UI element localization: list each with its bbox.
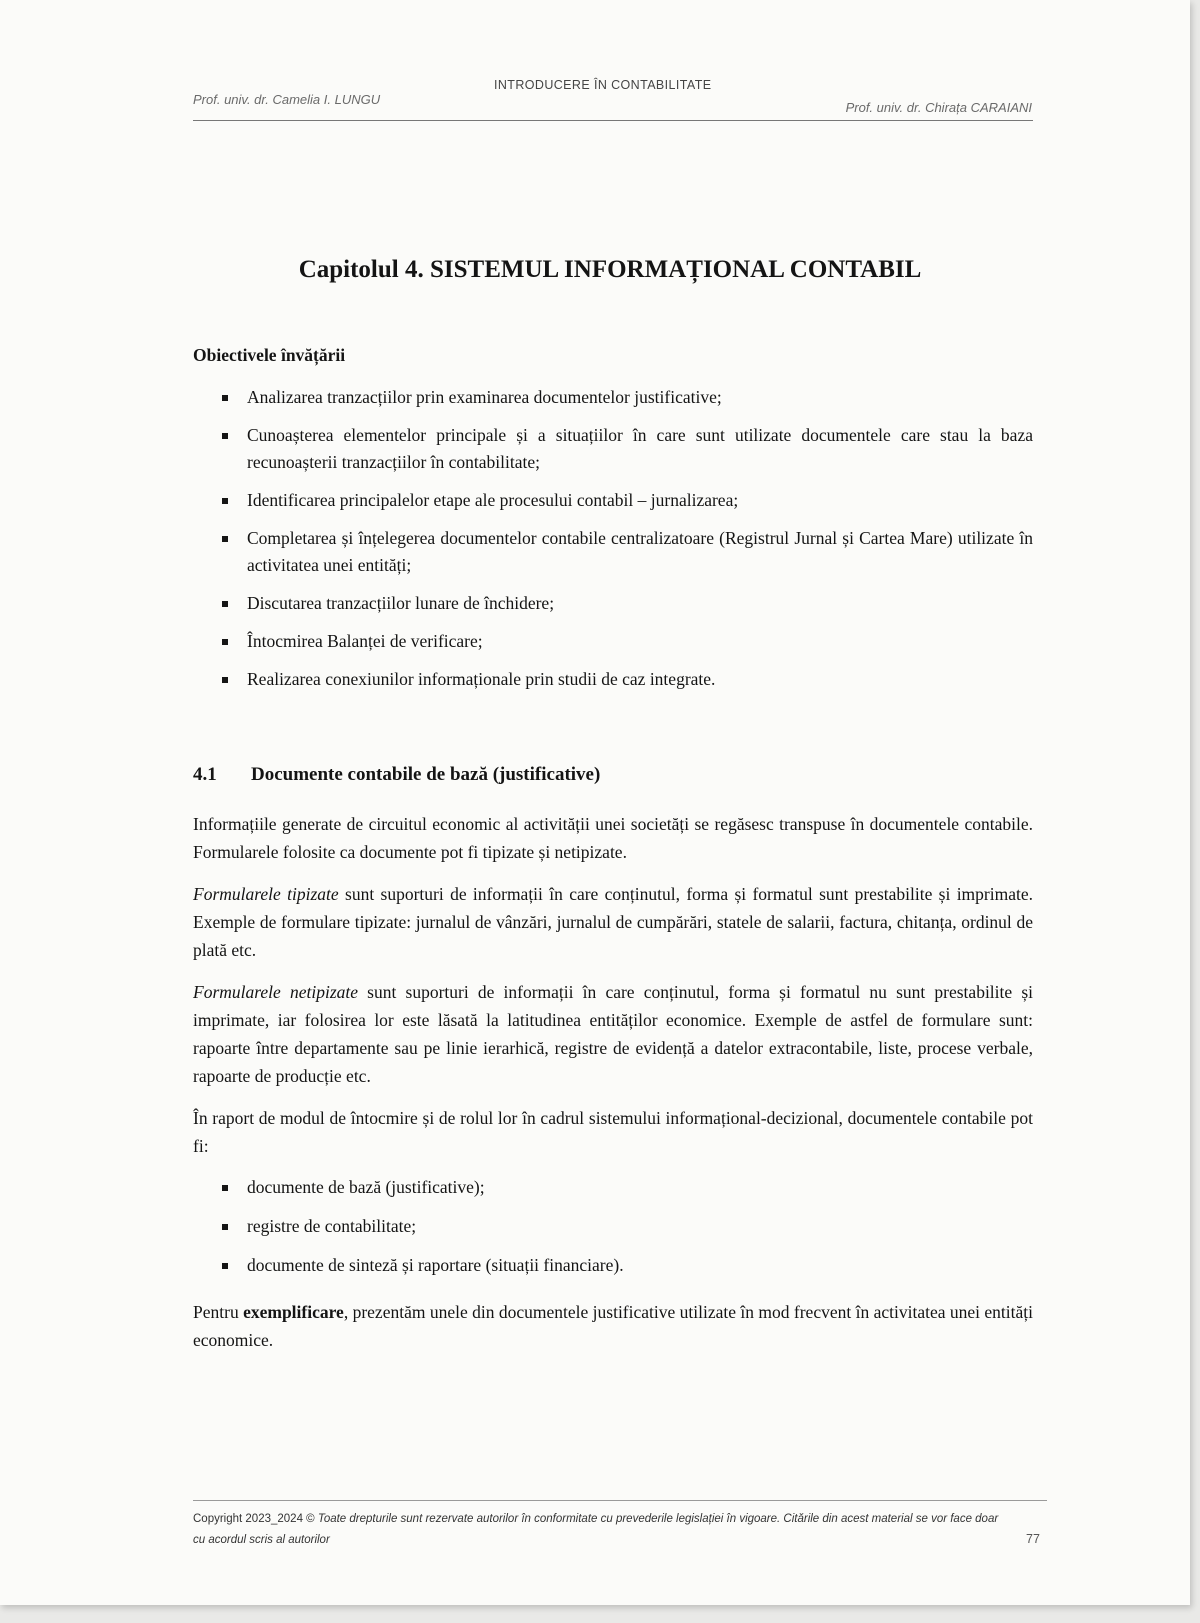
list-item: registre de contabilitate; [193, 1213, 1033, 1240]
objectives-list [193, 384, 1033, 704]
term-netipizate: Formularele netipizate [193, 982, 359, 1002]
list-item: documente de sinteză și raportare (situații financiare). [193, 1252, 1033, 1279]
paragraph: În raport de modul de întocmire și de rolul lor în cadrul sistemului informațional-decizional, documentele contabile pot fi: [193, 1108, 1033, 1156]
list-item: Identificarea principalelor etape ale procesului contabil – jurnalizarea; [193, 487, 1033, 514]
term-tipizate: Formularele tipizate [193, 884, 339, 904]
footer-copyright: Copyright 2023_2024 © Toate drepturile sunt rezervate autorilor în conformitate cu prevederile legislației în vigoare. Citările din acest material se vor face doar cu acordul scris al autorilor [193, 1513, 999, 1546]
footer-divider [193, 1500, 1047, 1501]
list-item: Cunoașterea elementelor principale și a situațiilor în care sunt utilizate documentele care stau la baza recunoașterii tranzacțiilor în contabilitate; [193, 422, 1033, 476]
bullet-icon [222, 1263, 228, 1269]
header-book-title: INTRODUCERE ÎN CONTABILITATE [494, 78, 712, 92]
list-item: Analizarea tranzacțiilor prin examinarea documentelor justificative; [193, 384, 1033, 411]
list-item: documente de bază (justificative); [193, 1174, 1033, 1201]
list-item: Întocmirea Balanței de verificare; [193, 628, 1033, 655]
section-heading [193, 764, 600, 786]
list-item: Discutarea tranzacțiilor lunare de închidere; [193, 590, 1033, 617]
list-item: Completarea și înțelegerea documentelor contabile centralizatoare (Registrul Jurnal și Cartea Mare) utilizate în activitatea unei entități; [193, 525, 1033, 579]
paragraph: Formularele netipizate sunt suporturi de informații în care conținutul, forma și formatul nu sunt prestabilite și imprimate, iar folosirea lor este lăsată la latitudinea entităților economice. Exemple de astfel de formulare sunt: rapoarte între departamente sau pe linie ierarhică, registre de evidență a datelor extracontabile, liste, procese verbale, rapoarte de producție etc. [193, 982, 1033, 1086]
header-divider [193, 120, 1033, 121]
bullet-icon [222, 536, 228, 542]
bullet-icon [222, 498, 228, 504]
bullet-icon [222, 1185, 228, 1191]
bullet-icon [222, 601, 228, 607]
bullet-icon [222, 1224, 228, 1230]
section-number: 4.1 [193, 764, 217, 785]
header-author-left: Prof. univ. dr. Camelia I. LUNGU [193, 92, 381, 107]
objectives-title: Obiectivele învățării [193, 345, 346, 365]
document-types-list [193, 1174, 1033, 1291]
chapter-title: Capitolul 4. SISTEMUL INFORMAȚIONAL CONTABIL [298, 256, 922, 283]
bullet-icon [222, 677, 228, 683]
list-item: Realizarea conexiunilor informaționale prin studii de caz integrate. [193, 666, 1033, 693]
paragraph: Pentru exemplificare, prezentăm unele din documentele justificative utilizate în mod frecvent în activitatea unei entități economice. [193, 1302, 1033, 1350]
section-title: Documente contabile de bază (justificative) [251, 764, 601, 785]
bullet-icon [222, 395, 228, 401]
bullet-icon [222, 639, 228, 645]
page-number: 77 [1026, 1532, 1040, 1546]
header-author-right: Prof. univ. dr. Chirața CARAIANI [845, 100, 1032, 115]
paragraph: Informațiile generate de circuitul economic al activității unei societăți se regăsesc transpuse în documentele contabile. Formularele folosite ca documente pot fi tipizate și netipizate. [193, 814, 1033, 862]
bullet-icon [222, 433, 228, 439]
emphasis: exemplificare [243, 1302, 344, 1322]
paragraph: Formularele tipizate sunt suporturi de informații în care conținutul, forma și formatul sunt prestabilite și imprimate. Exemple de formulare tipizate: jurnalul de vânzări, jurnalul de cumpărări, statele de salarii, factura, chitanța, ordinul de plată etc. [193, 884, 1033, 960]
